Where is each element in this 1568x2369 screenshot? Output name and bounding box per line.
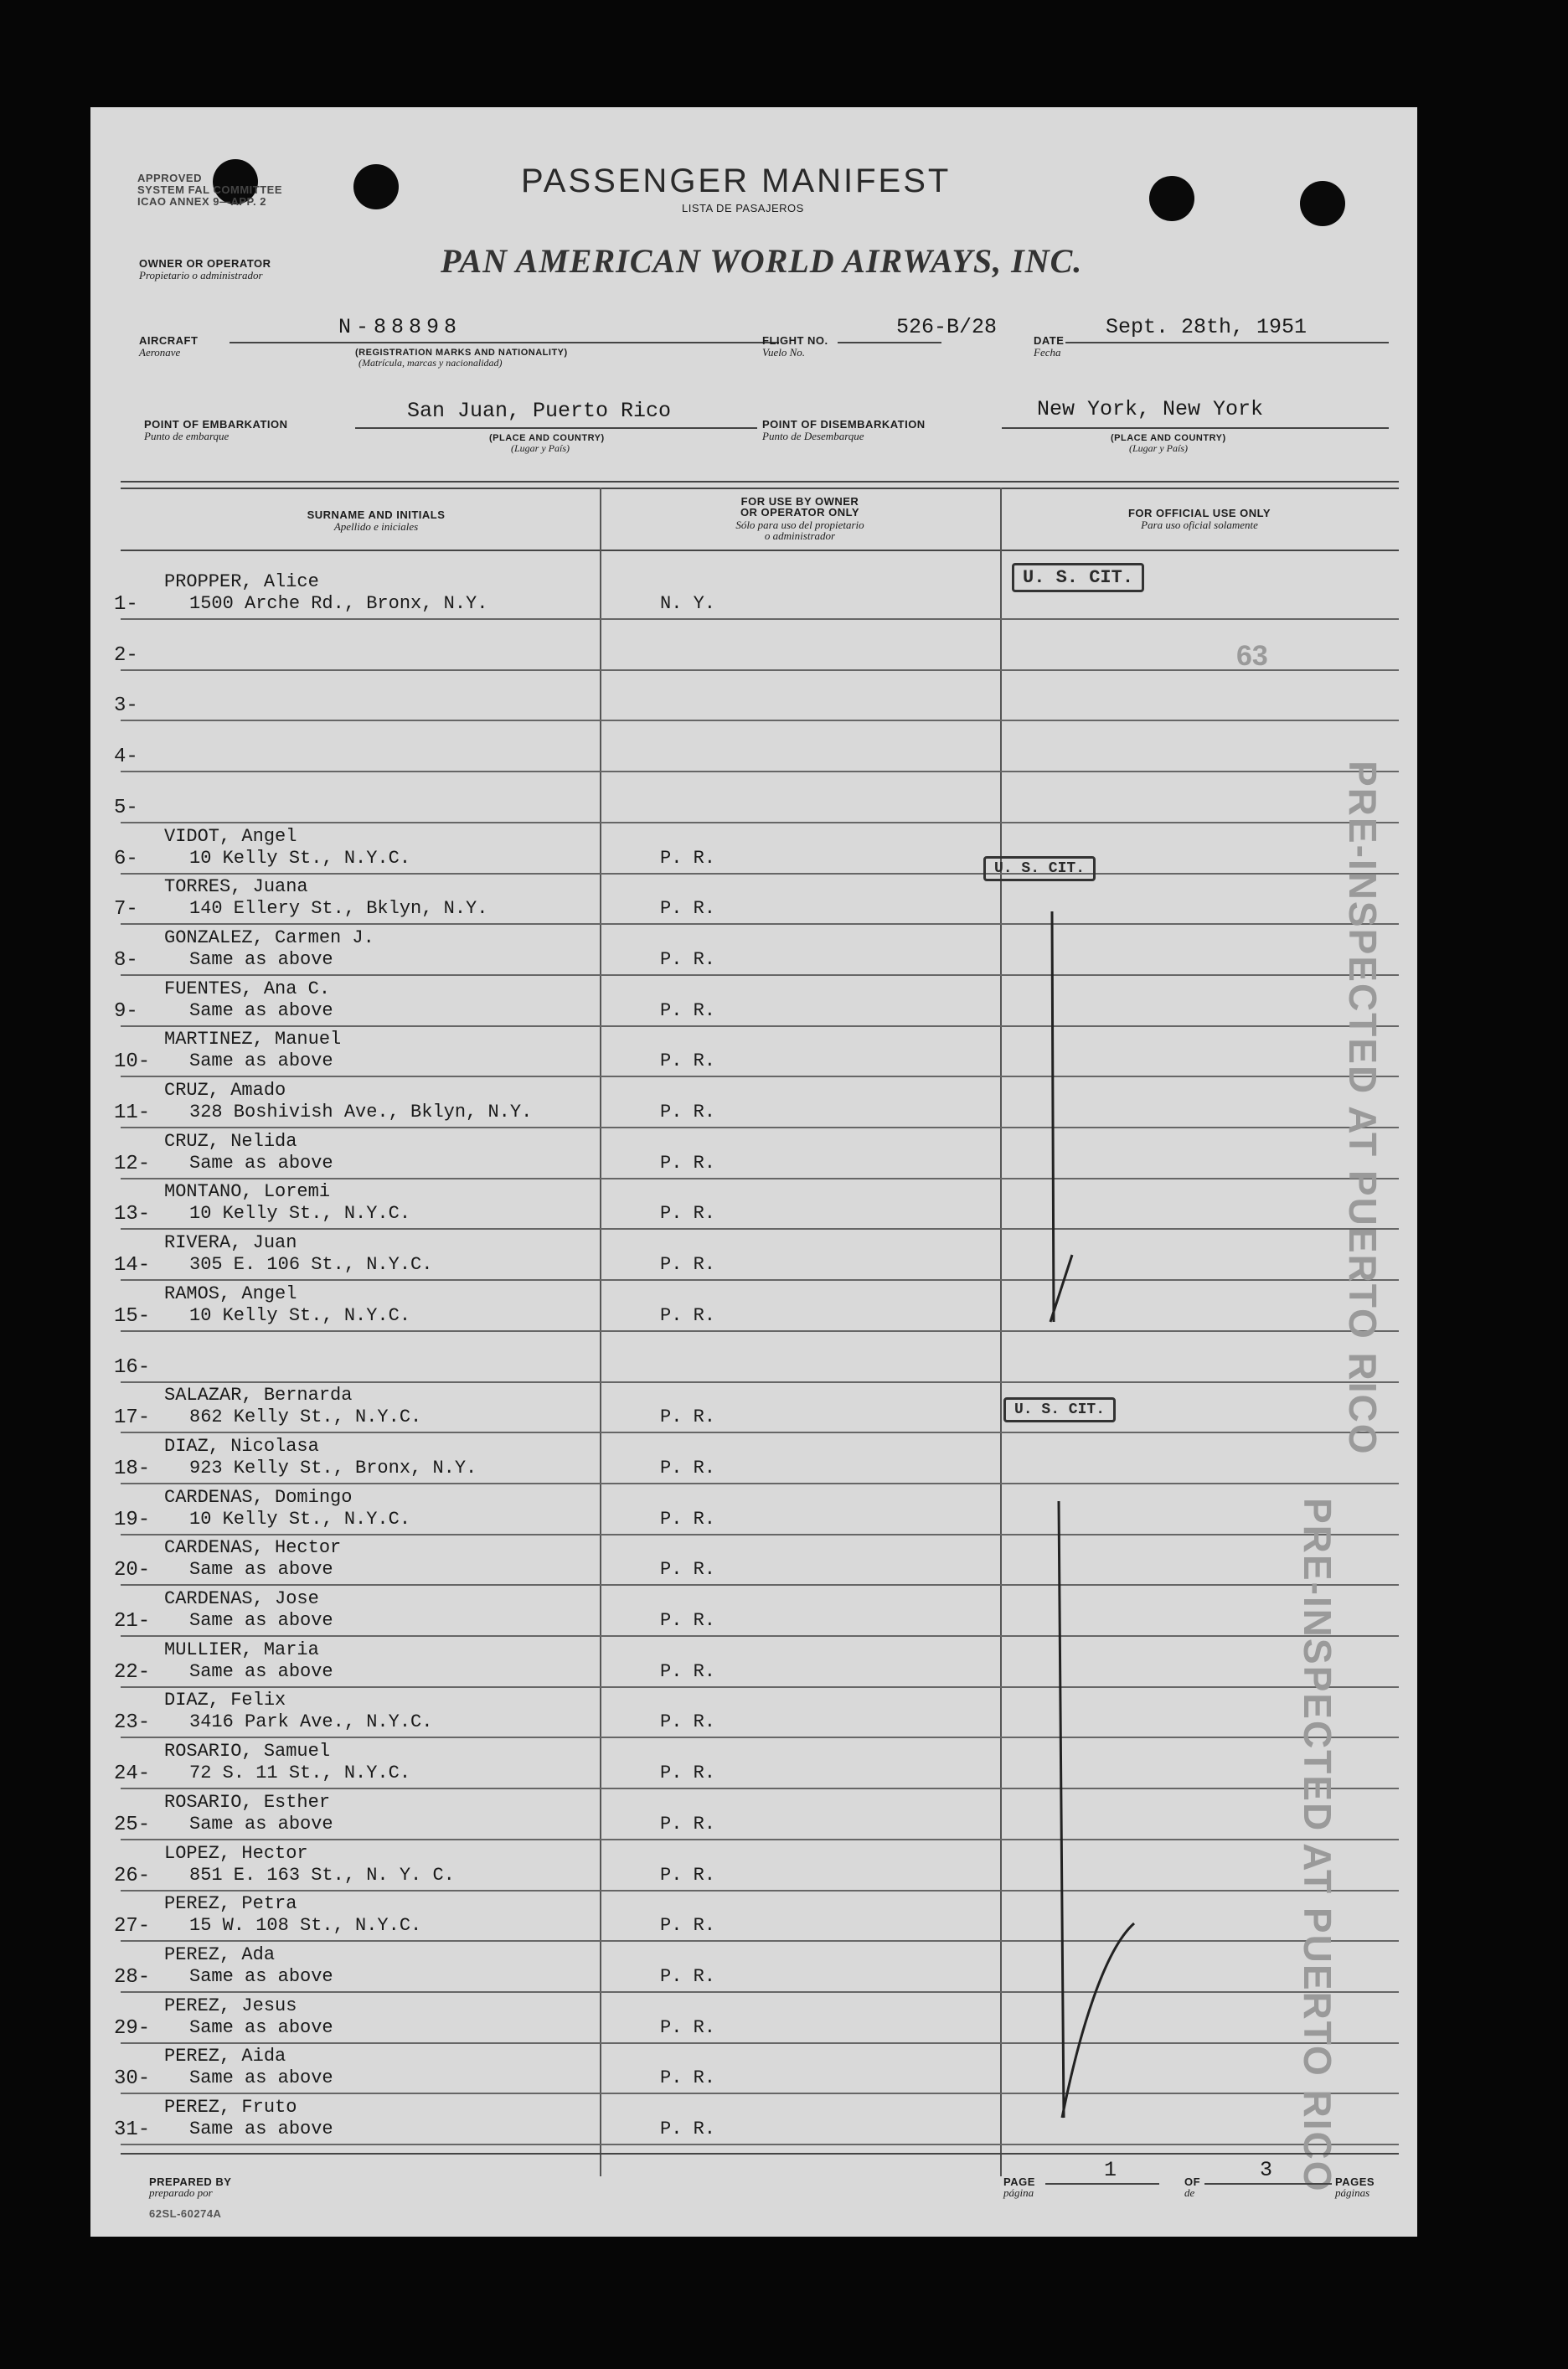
col-header-surname-es: Apellido e iniciales xyxy=(333,520,419,533)
of-label: OF xyxy=(1184,2175,1201,2188)
row-number: 9- xyxy=(114,1000,138,1023)
nationality-code: P. R. xyxy=(660,1458,716,1479)
passenger-address: 10 Kelly St., N.Y.C. xyxy=(189,1203,411,1224)
nationality-code: P. R. xyxy=(660,1966,716,1987)
preinspection-stamp: PRE-INSPECTED AT PUERTO RICO xyxy=(1296,1498,1339,2193)
preinspection-stamp: PRE-INSPECTED AT PUERTO RICO xyxy=(1341,761,1385,1456)
passenger-address: Same as above xyxy=(189,1559,333,1580)
passenger-name: MARTINEZ, Manuel xyxy=(164,1029,342,1050)
nationality-code: P. R. xyxy=(660,1559,716,1580)
nationality-code: P. R. xyxy=(660,1406,716,1427)
col-header-official: FOR OFFICIAL USE ONLY xyxy=(1127,507,1271,519)
row-number: 5- xyxy=(114,797,138,819)
row-number: 25- xyxy=(114,1814,151,1836)
citizenship-stamp: U. S. CIT. xyxy=(983,856,1096,881)
row-number: 16- xyxy=(114,1356,151,1379)
page-underline xyxy=(1045,2183,1159,2185)
passenger-address: Same as above xyxy=(189,1000,333,1021)
flight-label-es: Vuelo No. xyxy=(762,346,806,359)
nationality-code: P. R. xyxy=(660,1254,716,1275)
page-title: PASSENGER MANIFEST xyxy=(521,163,952,199)
passenger-address: 1500 Arche Rd., Bronx, N.Y. xyxy=(189,593,488,614)
check-mark-line xyxy=(1050,911,1072,1322)
passenger-name: DIAZ, Felix xyxy=(164,1690,286,1711)
passenger-address: 10 Kelly St., N.Y.C. xyxy=(189,848,411,869)
passenger-address: 10 Kelly St., N.Y.C. xyxy=(189,1305,411,1326)
passenger-address: 15 W. 108 St., N.Y.C. xyxy=(189,1915,422,1936)
nationality-code: P. R. xyxy=(660,2017,716,2038)
row-number: 15- xyxy=(114,1305,151,1328)
row-number: 3- xyxy=(114,694,138,717)
embark-label-es: Punto de embarque xyxy=(144,430,230,442)
row-number: 4- xyxy=(114,746,138,768)
passenger-name: FUENTES, Ana C. xyxy=(164,978,331,999)
passenger-address: Same as above xyxy=(189,1661,333,1682)
aircraft-caption-es: (Matrícula, marcas y nacionalidad) xyxy=(358,357,503,369)
passenger-address: Same as above xyxy=(189,2119,333,2139)
row-number: 13- xyxy=(114,1203,151,1226)
check-mark-line xyxy=(1059,1501,1134,2118)
row-number: 27- xyxy=(114,1915,151,1938)
row-number: 19- xyxy=(114,1509,151,1531)
date-value: Sept. 28th, 1951 xyxy=(1106,315,1308,339)
row-number: 20- xyxy=(114,1559,151,1582)
aircraft-label: AIRCRAFT xyxy=(139,334,199,347)
passenger-address: 923 Kelly St., Bronx, N.Y. xyxy=(189,1458,477,1479)
passenger-name: ROSARIO, Esther xyxy=(164,1792,331,1813)
nationality-code: P. R. xyxy=(660,2067,716,2088)
aircraft-label-es: Aeronave xyxy=(139,346,181,359)
nationality-code: P. R. xyxy=(660,1763,716,1783)
passenger-address: 851 E. 163 St., N. Y. C. xyxy=(189,1865,455,1886)
nationality-code: P. R. xyxy=(660,1661,716,1682)
row-number: 26- xyxy=(114,1865,151,1887)
approval-line: ICAO ANNEX 9—APP. 2 xyxy=(137,195,266,208)
col-header-surname: SURNAME AND INITIALS xyxy=(307,508,446,521)
row-number: 30- xyxy=(114,2067,151,2090)
col-header-owner-es: Sólo para uso del propietario xyxy=(735,519,864,531)
row-number: 22- xyxy=(114,1661,151,1684)
handwritten-marks xyxy=(90,107,1417,2237)
row-number: 6- xyxy=(114,848,138,870)
approval-line: APPROVED xyxy=(137,172,202,184)
page-label-es: página xyxy=(1003,2186,1034,2199)
citizenship-stamp: U. S. CIT. xyxy=(1012,563,1144,592)
passenger-address: Same as above xyxy=(189,1610,333,1631)
row-number: 24- xyxy=(114,1763,151,1785)
owner-value: PAN AMERICAN WORLD AIRWAYS, INC. xyxy=(441,242,1083,280)
of-label-es: de xyxy=(1184,2186,1195,2199)
pages-underline xyxy=(1204,2183,1332,2185)
passenger-name: PEREZ, Jesus xyxy=(164,1995,297,2016)
page-value: 1 xyxy=(1104,2158,1117,2182)
nationality-code: N. Y. xyxy=(660,593,716,614)
nationality-code: P. R. xyxy=(660,1305,716,1326)
passenger-address: Same as above xyxy=(189,1966,333,1987)
passenger-name: PROPPER, Alice xyxy=(164,571,319,592)
passenger-name: CARDENAS, Hector xyxy=(164,1537,342,1558)
row-number: 8- xyxy=(114,949,138,972)
passenger-name: ROSARIO, Samuel xyxy=(164,1741,331,1762)
passenger-name: CARDENAS, Jose xyxy=(164,1588,319,1609)
col-header-owner: FOR USE BY OWNER xyxy=(740,495,859,508)
nationality-code: P. R. xyxy=(660,1153,716,1174)
date-label-es: Fecha xyxy=(1034,346,1061,359)
passenger-name: PEREZ, Petra xyxy=(164,1893,297,1914)
page-mark: 63 xyxy=(1236,640,1268,672)
page-label: PAGE xyxy=(1003,2175,1035,2188)
disembark-label: POINT OF DISEMBARKATION xyxy=(762,418,926,431)
passenger-name: PEREZ, Fruto xyxy=(164,2097,297,2118)
aircraft-value: N-88898 xyxy=(338,315,462,339)
row-number: 7- xyxy=(114,898,138,921)
passenger-address: 305 E. 106 St., N.Y.C. xyxy=(189,1254,433,1275)
passenger-address: Same as above xyxy=(189,1050,333,1071)
row-number: 28- xyxy=(114,1966,151,1989)
row-number: 11- xyxy=(114,1102,151,1124)
row-number: 10- xyxy=(114,1050,151,1073)
col-header-official-es: Para uso oficial solamente xyxy=(1141,519,1258,531)
passenger-name: PEREZ, Ada xyxy=(164,1944,276,1965)
passenger-name: CARDENAS, Domingo xyxy=(164,1487,353,1508)
passenger-address: 862 Kelly St., N.Y.C. xyxy=(189,1406,422,1427)
passenger-address: Same as above xyxy=(189,1814,333,1835)
flight-value: 526-B/28 xyxy=(896,315,998,339)
embark-label: POINT OF EMBARKATION xyxy=(144,418,288,431)
passenger-address: 140 Ellery St., Bklyn, N.Y. xyxy=(189,898,488,919)
passenger-name: SALAZAR, Bernarda xyxy=(164,1385,353,1406)
passenger-name: RAMOS, Angel xyxy=(164,1283,297,1304)
nationality-code: P. R. xyxy=(660,848,716,869)
passenger-name: GONZALEZ, Carmen J. xyxy=(164,927,374,948)
passenger-name: RIVERA, Juan xyxy=(164,1232,297,1253)
passenger-name: DIAZ, Nicolasa xyxy=(164,1436,319,1457)
row-number: 18- xyxy=(114,1458,151,1480)
passenger-name: MULLIER, Maria xyxy=(164,1639,319,1660)
passenger-address: Same as above xyxy=(189,1153,333,1174)
row-number: 29- xyxy=(114,2017,151,2040)
passenger-address: 72 S. 11 St., N.Y.C. xyxy=(189,1763,411,1783)
passenger-name: PEREZ, Aida xyxy=(164,2046,286,2067)
form-number: 62SL-60274A xyxy=(149,2207,222,2220)
nationality-code: P. R. xyxy=(660,1814,716,1835)
row-number: 1- xyxy=(114,593,138,616)
pages-label: PAGES xyxy=(1335,2175,1375,2188)
nationality-code: P. R. xyxy=(660,2119,716,2139)
disembark-caption-es: (Lugar y País) xyxy=(1129,442,1188,454)
approval-line: SYSTEM FAL COMMITTEE xyxy=(137,183,282,196)
owner-label-es: Propietario o administrador xyxy=(139,269,263,281)
passenger-name: CRUZ, Amado xyxy=(164,1080,286,1101)
pages-label-es: páginas xyxy=(1335,2186,1370,2199)
passenger-address: Same as above xyxy=(189,2067,333,2088)
row-number: 2- xyxy=(114,644,138,667)
passenger-address: Same as above xyxy=(189,2017,333,2038)
embark-value: San Juan, Puerto Rico xyxy=(407,399,672,423)
row-number: 21- xyxy=(114,1610,151,1633)
passenger-address: 328 Boshivish Ave., Bklyn, N.Y. xyxy=(189,1102,533,1123)
prepared-label: PREPARED BY xyxy=(149,2175,232,2188)
col-header-owner-2: OR OPERATOR ONLY xyxy=(740,506,860,519)
disembark-value: New York, New York xyxy=(1037,397,1264,421)
page-subtitle: LISTA DE PASAJEROS xyxy=(682,202,804,214)
embark-caption-es: (Lugar y País) xyxy=(511,442,570,454)
row-number: 31- xyxy=(114,2119,151,2141)
disembark-caption: (PLACE AND COUNTRY) xyxy=(1111,433,1226,443)
passenger-name: VIDOT, Angel xyxy=(164,826,297,847)
nationality-code: P. R. xyxy=(660,1102,716,1123)
footer-rule xyxy=(121,2153,1399,2155)
nationality-code: P. R. xyxy=(660,1711,716,1732)
aircraft-caption: (REGISTRATION MARKS AND NATIONALITY) xyxy=(355,348,568,358)
nationality-code: P. R. xyxy=(660,1865,716,1886)
pages-value: 3 xyxy=(1260,2158,1273,2182)
flight-label: FLIGHT NO. xyxy=(762,334,828,347)
passenger-name: MONTANO, Loremi xyxy=(164,1181,331,1202)
nationality-code: P. R. xyxy=(660,898,716,919)
passenger-name: TORRES, Juana xyxy=(164,876,308,897)
nationality-code: P. R. xyxy=(660,1000,716,1021)
passenger-name: LOPEZ, Hector xyxy=(164,1843,308,1864)
nationality-code: P. R. xyxy=(660,1203,716,1224)
passenger-address: Same as above xyxy=(189,949,333,970)
nationality-code: P. R. xyxy=(660,1050,716,1071)
embark-caption: (PLACE AND COUNTRY) xyxy=(489,433,605,443)
passenger-name: CRUZ, Nelida xyxy=(164,1131,297,1152)
nationality-code: P. R. xyxy=(660,949,716,970)
row-number: 12- xyxy=(114,1153,151,1175)
prepared-label-es: preparado por xyxy=(149,2186,213,2199)
passenger-address: 10 Kelly St., N.Y.C. xyxy=(189,1509,411,1530)
citizenship-stamp: U. S. CIT. xyxy=(1003,1397,1116,1422)
nationality-code: P. R. xyxy=(660,1610,716,1631)
nationality-code: P. R. xyxy=(660,1915,716,1936)
nationality-code: P. R. xyxy=(660,1509,716,1530)
passenger-address: 3416 Park Ave., N.Y.C. xyxy=(189,1711,433,1732)
row-number: 14- xyxy=(114,1254,151,1277)
col-header-owner-es-2: o administrador xyxy=(764,529,836,542)
row-number: 23- xyxy=(114,1711,151,1734)
row-number: 17- xyxy=(114,1406,151,1429)
manifest-sheet xyxy=(90,107,1417,2237)
owner-label: OWNER OR OPERATOR xyxy=(139,257,271,270)
date-label: DATE xyxy=(1034,334,1065,347)
disembark-label-es: Punto de Desembarque xyxy=(762,430,864,442)
